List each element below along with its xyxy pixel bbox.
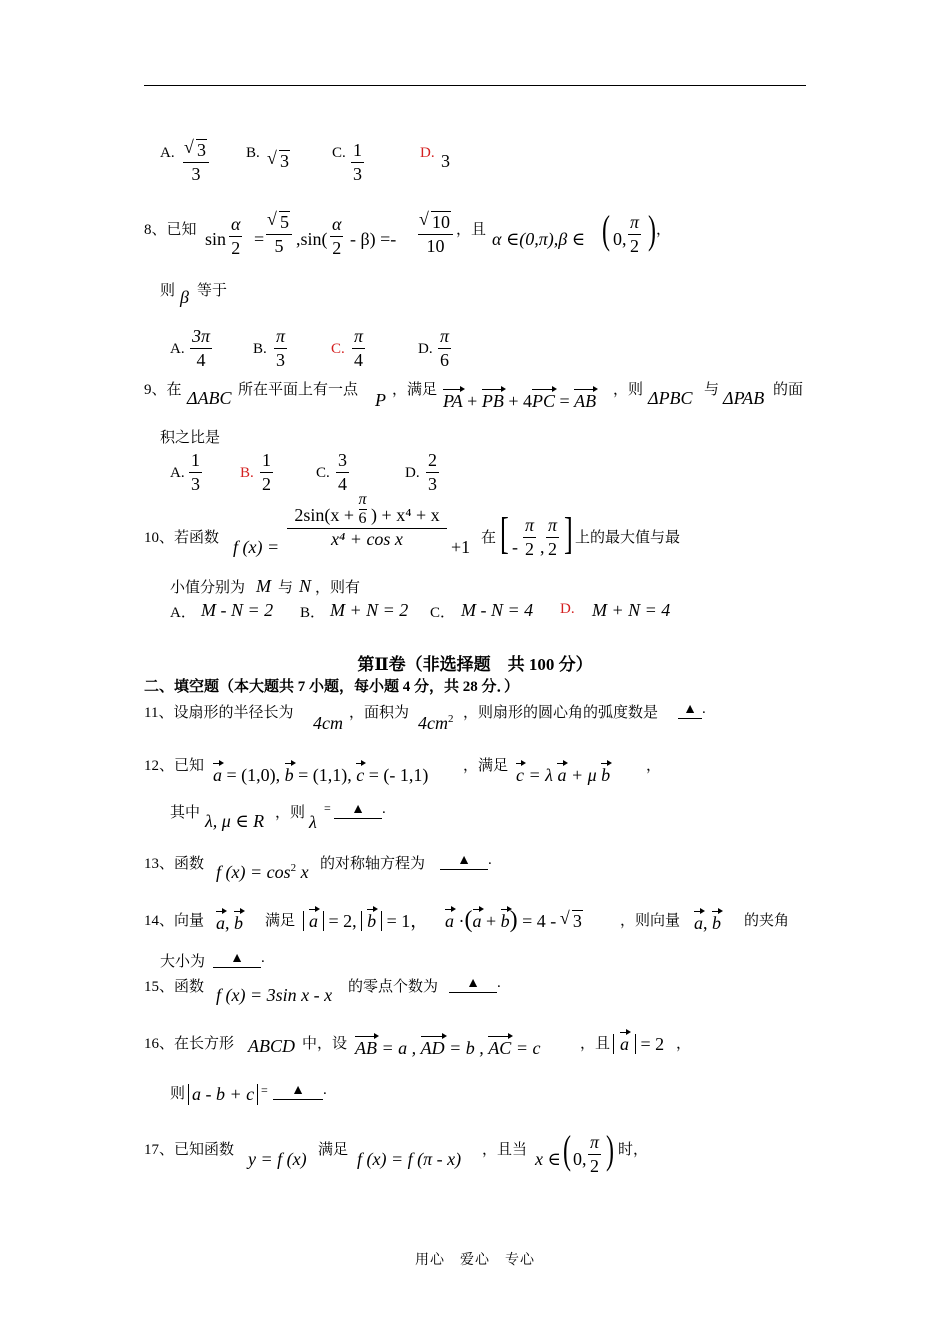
q10-big-fraction: 2sin(x + $\frac{\pi}{6}$ ) + x⁴ + x x⁴ + cos x xyxy=(287,505,447,550)
q10-plus1: +1 xyxy=(451,537,471,557)
q10-left-bracket: [ xyxy=(500,509,509,558)
q10-interval-minus: - xyxy=(512,537,518,557)
q9-tri3: ΔPAB xyxy=(723,388,765,408)
q7-option-d-value: 3 xyxy=(441,151,450,171)
q16-expression: a - b + c xyxy=(188,1084,258,1105)
q8-eq1: = xyxy=(254,229,265,249)
q17-text1: 17、已知函数 xyxy=(144,1142,235,1158)
q13-text2: 的对称轴方程为 xyxy=(320,856,426,872)
q16-comma: ， xyxy=(676,1036,692,1052)
q14-text5: 大小为 xyxy=(160,954,206,970)
q16-condition: a = 2 xyxy=(613,1034,664,1055)
q9-vec-equation: PA + PB + 4PC = AB xyxy=(443,391,597,411)
q16-vector-defs: AB = a , AD = b , AC = c xyxy=(355,1038,541,1058)
q8-option-d-label: D. xyxy=(418,341,433,357)
q12-text4: ，则 xyxy=(275,805,306,821)
q17-x: x ∈ xyxy=(535,1149,561,1169)
q14-dot-product: a ·(a + b) = 4 - √ 3 xyxy=(445,907,583,934)
q8-option-c-label: C. xyxy=(331,341,345,357)
q10-option-b: M + N = 2 xyxy=(330,600,409,620)
q8-alpha-half-2: α 2 xyxy=(332,214,342,258)
q16-text3: ，且 xyxy=(580,1036,611,1052)
header-rule xyxy=(144,85,806,86)
q7-option-c-fraction: 1 3 xyxy=(353,140,362,184)
q11-blank[interactable]: ▲ . xyxy=(678,701,706,719)
q10-option-c-label: C． xyxy=(430,605,456,621)
q12-blank[interactable]: ▲ . xyxy=(334,801,386,819)
q15-function: f (x) = 3sin x - x xyxy=(216,985,333,1005)
q9-option-c: 3 4 xyxy=(338,450,347,494)
q8-sqrt10-over-10: √ 10 10 xyxy=(418,212,453,257)
q8-qie: ，且 xyxy=(456,222,487,238)
q17-text2: 满足 xyxy=(318,1142,349,1158)
q17-left-paren: ( xyxy=(563,1127,571,1172)
q16-eq-small: = xyxy=(261,1083,268,1097)
q8-minus-beta: - β) =- xyxy=(350,229,397,249)
q7-option-c-label: C. xyxy=(332,145,346,161)
q9-option-a-label: A. xyxy=(170,465,185,481)
q11-area: $4cm^2$ xyxy=(418,713,454,733)
q16-blank[interactable]: ▲ . xyxy=(273,1082,327,1100)
q10-text1: 上的最大值与最 xyxy=(575,530,681,546)
q9-point-p: P xyxy=(375,390,386,410)
q7-option-b-label: B. xyxy=(246,145,260,161)
q17-y: y = f (x) xyxy=(248,1149,307,1169)
q9-text5: 积之比是 xyxy=(160,430,221,446)
q17-text4: 时， xyxy=(618,1142,649,1158)
q9-number: 9、在 xyxy=(144,382,182,398)
q10-interval-comma: , xyxy=(540,537,545,557)
q10-option-b-label: B． xyxy=(300,605,326,621)
q8-option-a-label: A. xyxy=(170,341,185,357)
q8-then: 则 xyxy=(160,283,176,299)
q16-then: 则 xyxy=(170,1086,186,1102)
q10-text2: 小值分别为 xyxy=(170,580,246,596)
q11-text2: ，面积为 xyxy=(349,705,410,721)
q7-option-a-fraction xyxy=(183,140,209,185)
q8-equals-text: 等于 xyxy=(197,283,228,299)
q10-m: M xyxy=(256,576,271,596)
q8-number: 8、已知 xyxy=(144,222,197,238)
q10-fx: f (x) = xyxy=(233,537,280,557)
q14-vectors-ab: a, b xyxy=(216,913,243,933)
q9-tri2: ΔPBC xyxy=(648,388,693,408)
q8-comma: ， xyxy=(656,222,672,238)
q10-option-d: M + N = 4 xyxy=(592,600,671,620)
q17-pi-half: π 2 xyxy=(590,1132,600,1176)
q12-comma: ， xyxy=(646,758,662,774)
q8-mid: ,sin( xyxy=(296,229,328,249)
q8-option-a: 3π 4 xyxy=(192,326,211,370)
q9-text4: 的面 xyxy=(773,382,804,398)
q8-alpha-half: α 2 xyxy=(231,214,241,258)
q10-option-c: M - N = 4 xyxy=(461,600,534,620)
q16-abcd: ABCD xyxy=(248,1036,295,1056)
q10-text3: ，则有 xyxy=(315,580,361,596)
q9-option-a: 1 3 xyxy=(191,450,200,494)
q13-blank[interactable]: ▲ . xyxy=(440,852,492,870)
q12-vectors: a = (1,0), b = (1,1), c = (- 1,1) xyxy=(213,765,429,785)
q17-right-paren: ) xyxy=(606,1127,614,1172)
q7-option-a-num: 3 xyxy=(197,140,206,160)
q12-lambda: λ xyxy=(309,812,317,832)
q10-zai: 在 xyxy=(481,530,497,546)
q10-n: N xyxy=(299,576,312,596)
q11-text1: 11、设扇形的半径长为 xyxy=(144,705,294,721)
q8-option-c: π 4 xyxy=(354,326,364,370)
page-footer: 用心 爱心 专心 xyxy=(415,1253,535,1268)
q8-set2-left: 0, xyxy=(613,229,627,249)
q8-beta: β xyxy=(180,287,189,307)
q10-interval-right: π 2 xyxy=(548,515,558,559)
q12-condition: λ, μ ∈ R xyxy=(205,811,265,831)
q10-option-a-label: A． xyxy=(170,605,196,621)
q7-option-a-den: 3 xyxy=(191,164,201,184)
q15-text2: 的零点个数为 xyxy=(348,979,439,995)
q14-text2: 满足 xyxy=(265,913,296,929)
q7-option-b-value: √ 3 xyxy=(268,151,290,172)
q10-number: 10、若函数 xyxy=(144,530,220,546)
q14-conditions: a = 2, b = 1， xyxy=(303,907,428,933)
q10-option-a: M - N = 2 xyxy=(201,600,274,620)
q17-condition: f (x) = f (π - x) xyxy=(357,1149,462,1169)
q12-text1: 12、已知 xyxy=(144,758,205,774)
q15-blank[interactable]: ▲ . xyxy=(449,975,501,993)
q14-text1: 14、向量 xyxy=(144,913,205,929)
q7-option-d-label: D. xyxy=(420,145,435,161)
q16-text2: 中，设 xyxy=(302,1036,348,1052)
q8-right-paren: ) xyxy=(648,207,656,252)
q17-left: 0, xyxy=(573,1149,587,1169)
q10-interval-left: π 2 xyxy=(525,515,535,559)
q9-option-d-label: D. xyxy=(405,465,420,481)
q8-set: α ∈(0,π),β ∈ xyxy=(492,229,586,249)
q9-option-b-label: B. xyxy=(240,465,254,481)
q8-option-d: π 6 xyxy=(440,326,450,370)
q8-option-b-label: B. xyxy=(253,341,267,357)
q14-vectors-ab-2: a, b xyxy=(694,913,721,933)
q13-text1: 13、函数 xyxy=(144,856,205,872)
q8-option-b: π 3 xyxy=(276,326,286,370)
q9-option-b: 1 2 xyxy=(262,450,271,494)
q14-text3: ，则向量 xyxy=(620,913,681,929)
q9-option-c-label: C. xyxy=(316,465,330,481)
q8-sqrt5-over-5: √ 5 5 xyxy=(266,212,292,257)
q14-blank[interactable]: ▲ . xyxy=(213,950,265,968)
q8-pi-half: π 2 xyxy=(630,212,640,256)
q17-text3: ，且当 xyxy=(482,1142,528,1158)
section-2-subtitle: 二、填空题（本大题共 7 小题，每小题 4 分，共 28 分．） xyxy=(144,679,520,695)
q9-option-d: 2 3 xyxy=(428,450,437,494)
q12-eq-small: = xyxy=(324,801,331,815)
q9-text2: ，满足 xyxy=(392,382,438,398)
q10-right-bracket: ] xyxy=(564,509,573,558)
q10-yu: 与 xyxy=(278,580,294,596)
q12-combination: c = λ a + μ b xyxy=(516,765,611,785)
q9-tri: ΔABC xyxy=(187,388,232,408)
q9-text3: ，则 xyxy=(613,382,644,398)
q16-text1: 16、在长方形 xyxy=(144,1036,235,1052)
q11-text3: ，则扇形的圆心角的弧度数是 xyxy=(463,705,659,721)
q15-text1: 15、函数 xyxy=(144,979,205,995)
q10-option-d-label: D. xyxy=(560,601,575,617)
q13-function: f $(x) = \cos^2 x$ xyxy=(216,862,309,882)
q8-left-paren: ( xyxy=(602,207,610,252)
q8-sin: sin xyxy=(205,229,227,249)
q9-and: 与 xyxy=(704,382,720,398)
section-2-title: 第Ⅱ卷（非选择题 共 100 分） xyxy=(357,655,593,674)
q12-text3: 其中 xyxy=(170,805,201,821)
q12-text2: ，满足 xyxy=(463,758,509,774)
q9-text1: 所在平面上有一点 xyxy=(238,382,359,398)
q7-option-a-label: A. xyxy=(160,145,175,161)
q14-text4: 的夹角 xyxy=(744,913,790,929)
q11-radius: 4cm xyxy=(313,713,343,733)
